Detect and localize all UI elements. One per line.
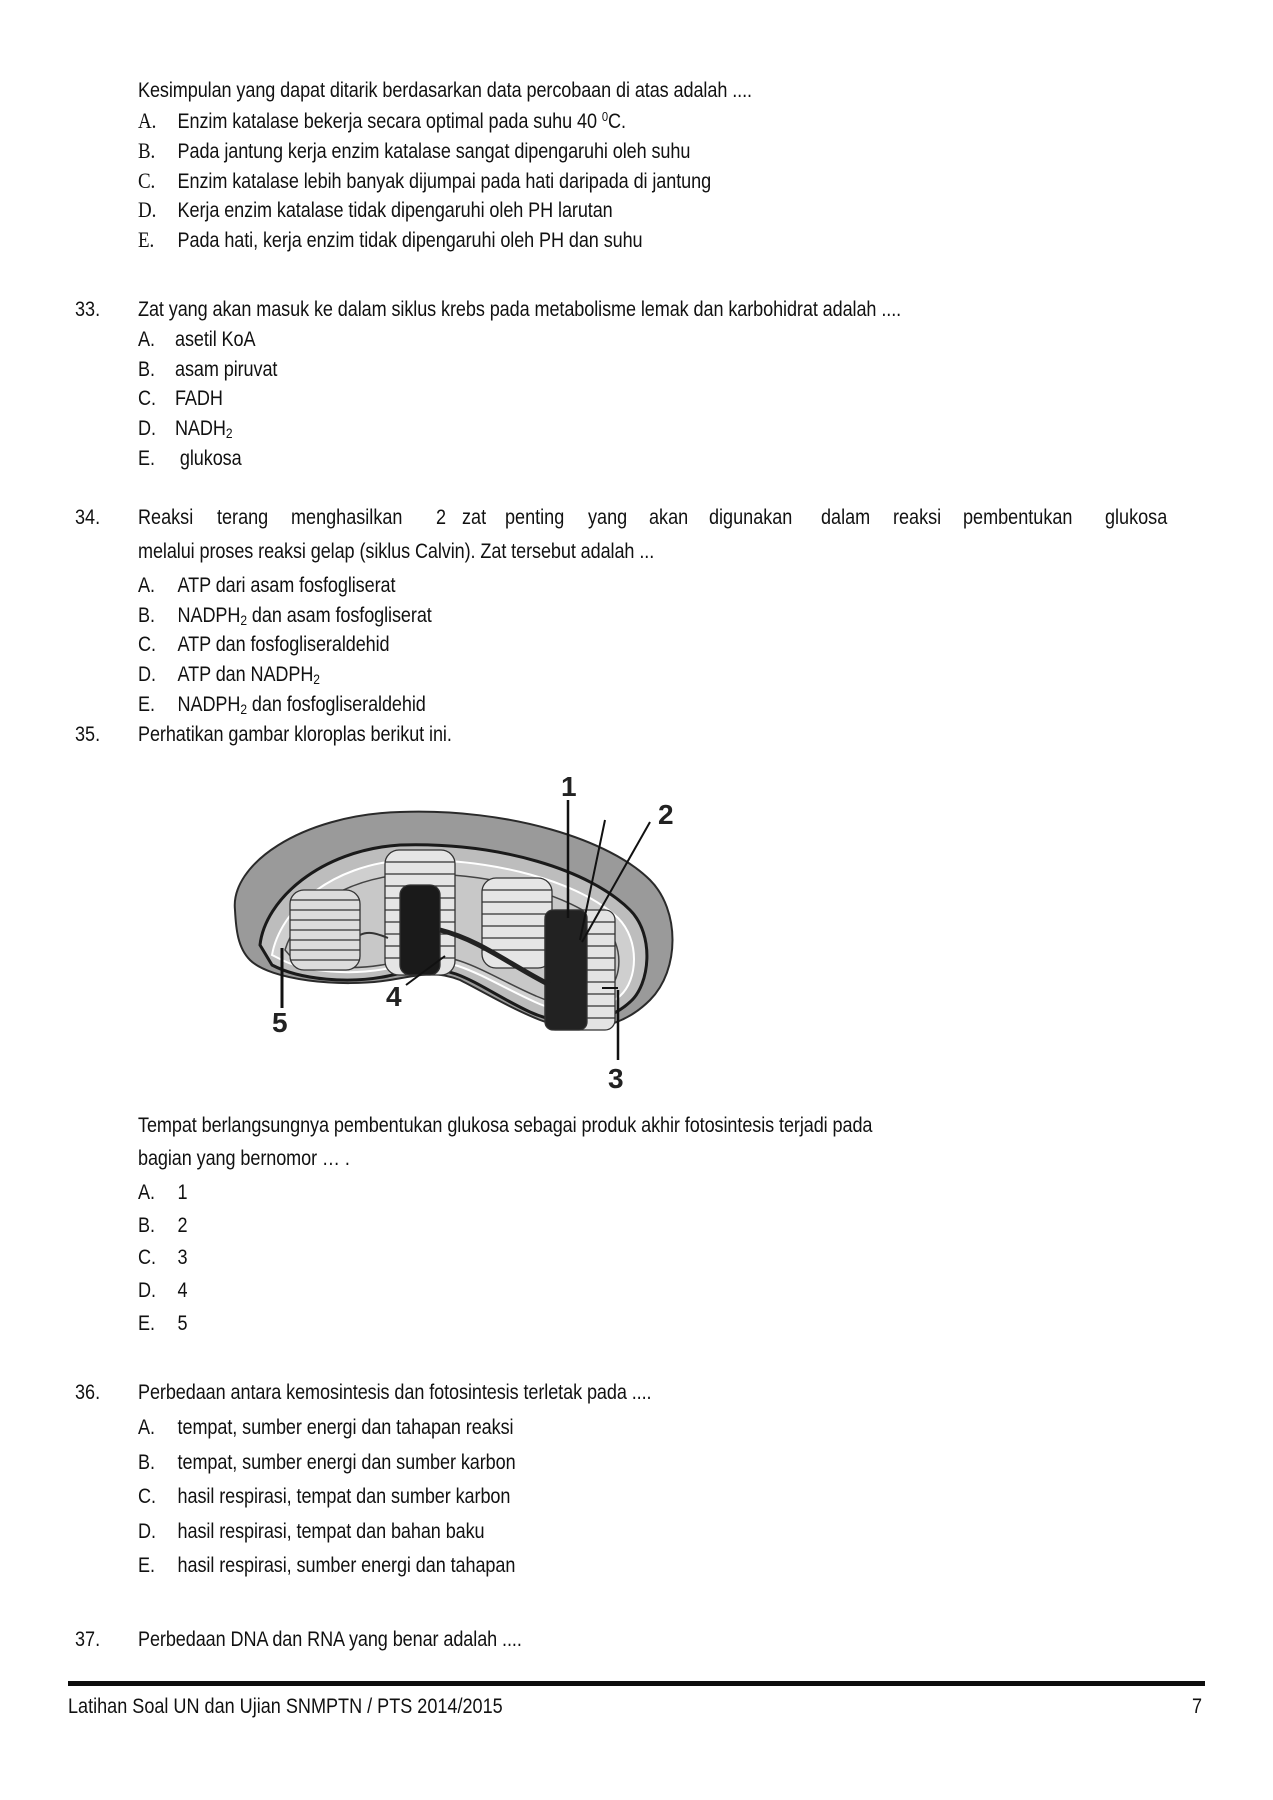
footer-title: Latihan Soal UN dan Ujian SNMPTN / PTS 2014/2015 (68, 1695, 503, 1718)
label-2: 2 (658, 799, 674, 830)
option-letter: B. (138, 358, 155, 381)
q35-question-line2: bagian yang bernomor … . (138, 1147, 350, 1170)
option-text: ATP dari asam fosfogliserat (177, 574, 396, 597)
stem-word: akan (648, 506, 688, 529)
subscript: 2 (240, 701, 247, 717)
q33-stem: Zat yang akan masuk ke dalam siklus krebs pada metabolisme lemak dan karbohidrat adalah .... (138, 298, 902, 321)
chloroplast-diagram (210, 770, 750, 1090)
option-letter: B. (138, 138, 156, 163)
q32-option-e (138, 227, 643, 254)
option-text: FADH (174, 387, 223, 410)
q37-number: 37. (75, 1628, 101, 1651)
option-letter: D. (138, 417, 156, 440)
q35-option-a (138, 1180, 188, 1206)
stem-word: penting (504, 506, 565, 529)
q35-option-e (138, 1311, 188, 1337)
option-text-pre: NADPH (177, 604, 241, 627)
option-letter: B. (138, 1451, 155, 1474)
option-text-pre: NADPH (177, 693, 241, 716)
q35-number: 35. (75, 723, 101, 746)
q34-option-e (138, 692, 426, 718)
q33-option-a (138, 327, 255, 353)
q34-stem-line2: melalui proses reaksi gelap (siklus Calvin). Zat tersebut adalah ... (138, 540, 655, 563)
stem-word: digunakan (709, 506, 793, 529)
option-letter: C. (138, 1485, 156, 1508)
option-letter: A. (138, 1416, 155, 1439)
option-letter: D. (138, 1279, 156, 1302)
option-letter: C. (138, 633, 156, 656)
option-text: 5 (177, 1312, 188, 1335)
q36-option-e (138, 1553, 515, 1579)
stem-word: glukosa (1105, 506, 1168, 529)
q33-option-c (138, 386, 223, 412)
option-unit: C. (607, 110, 626, 133)
option-letter: E. (138, 693, 155, 716)
option-letter: D. (138, 663, 156, 686)
q34-option-a (138, 573, 395, 599)
q34-option-b (138, 603, 432, 629)
option-letter: E. (138, 1554, 155, 1577)
option-text: ATP dan fosfogliseraldehid (177, 633, 390, 656)
option-letter: C. (138, 1246, 156, 1269)
q33-option-d (138, 416, 232, 442)
q36-option-b (138, 1450, 516, 1476)
q32-stem: Kesimpulan yang dapat ditarik berdasarkan data percobaan di atas adalah .... (138, 79, 752, 102)
granum-right-front (545, 910, 615, 1030)
option-text: Kerja enzim katalase tidak dipengaruhi oleh PH larutan (177, 199, 613, 222)
q36-stem: Perbedaan antara kemosintesis dan fotosintesis terletak pada .... (138, 1381, 652, 1404)
option-letter: A. (138, 1181, 155, 1204)
option-text: dan fosfogliseraldehid (246, 693, 426, 716)
label-5: 5 (272, 1007, 288, 1038)
option-letter: B. (138, 604, 155, 627)
q36-option-c (138, 1484, 510, 1510)
option-letter: A. (138, 574, 155, 597)
subscript: 2 (313, 671, 320, 687)
option-text: Enzim katalase bekerja secara optimal pada suhu 40 (177, 110, 602, 133)
label-1: 1 (561, 771, 577, 802)
option-text: glukosa (174, 447, 242, 470)
option-text: dan asam fosfogliserat (246, 604, 432, 627)
option-text: tempat, sumber energi dan sumber karbon (177, 1451, 516, 1474)
q34-stem-line1 (138, 505, 1178, 531)
q36-option-d (138, 1519, 485, 1545)
option-text: 3 (177, 1246, 188, 1269)
option-text: Pada jantung kerja enzim katalase sangat dipengaruhi oleh suhu (177, 140, 691, 163)
option-text: 1 (177, 1181, 188, 1204)
option-text: NADH (174, 417, 226, 440)
stem-word: Reaksi (138, 506, 194, 529)
option-letter: C. (138, 387, 156, 410)
stem-word: menghasilkan (291, 506, 403, 529)
option-text: asam piruvat (174, 358, 278, 381)
stem-word: terang (216, 506, 269, 529)
option-letter: D. (138, 197, 157, 222)
option-letter: E. (138, 447, 155, 470)
q36-number: 36. (75, 1381, 101, 1404)
subscript: 2 (240, 612, 247, 628)
page-number: 7 (1192, 1695, 1203, 1718)
option-letter: E. (138, 1312, 155, 1335)
option-text: Pada hati, kerja enzim tidak dipengaruhi oleh PH dan suhu (177, 229, 643, 252)
q36-option-a (138, 1415, 513, 1441)
degree-superscript: 0 (601, 109, 608, 124)
stem-word: pembentukan (963, 506, 1073, 529)
q34-option-d (138, 662, 320, 688)
footer-rule (68, 1681, 1205, 1686)
q37-stem: Perbedaan DNA dan RNA yang benar adalah .... (138, 1628, 522, 1651)
q33-number: 33. (75, 298, 101, 321)
q35-option-c (138, 1245, 188, 1271)
q33-option-b (138, 357, 277, 383)
option-text: hasil respirasi, sumber energi dan tahapan (177, 1554, 516, 1577)
stem-word: 2 (435, 506, 446, 529)
q32-option-c (138, 168, 711, 195)
q35-option-b (138, 1213, 188, 1239)
option-letter: B. (138, 1214, 155, 1237)
option-text: tempat, sumber energi dan tahapan reaksi (177, 1416, 514, 1439)
option-text: asetil KoA (174, 328, 256, 351)
option-letter: A. (138, 328, 155, 351)
option-letter: C. (138, 168, 156, 193)
stem-word: zat (462, 506, 487, 529)
q33-option-e (138, 446, 242, 472)
stem-word: yang (588, 506, 628, 529)
label-4: 4 (386, 981, 402, 1012)
option-text-pre: ATP dan NADPH (177, 663, 314, 686)
option-text: hasil respirasi, tempat dan sumber karbon (177, 1485, 511, 1508)
option-text: Enzim katalase lebih banyak dijumpai pada hati daripada di jantung (177, 170, 712, 193)
q35-stem: Perhatikan gambar kloroplas berikut ini. (138, 723, 452, 746)
q32-option-d (138, 197, 613, 224)
subscript: 2 (225, 425, 233, 441)
q35-option-d (138, 1278, 188, 1304)
stem-word: reaksi (892, 506, 941, 529)
q32-option-a (138, 108, 626, 135)
q35-question-line1: Tempat berlangsungnya pembentukan glukosa sebagai produk akhir fotosintesis terjadi pada (138, 1114, 873, 1137)
q34-option-c (138, 632, 390, 658)
option-text: 4 (177, 1279, 188, 1302)
option-text: hasil respirasi, tempat dan bahan baku (177, 1520, 485, 1543)
granum-left (290, 890, 360, 970)
stem-word: dalam (820, 506, 870, 529)
option-letter: E. (138, 227, 155, 252)
option-letter: D. (138, 1520, 156, 1543)
label-3: 3 (608, 1063, 624, 1090)
q32-option-b (138, 138, 690, 165)
option-letter: A. (138, 108, 157, 133)
option-text: 2 (177, 1214, 188, 1237)
q34-number: 34. (75, 506, 101, 529)
